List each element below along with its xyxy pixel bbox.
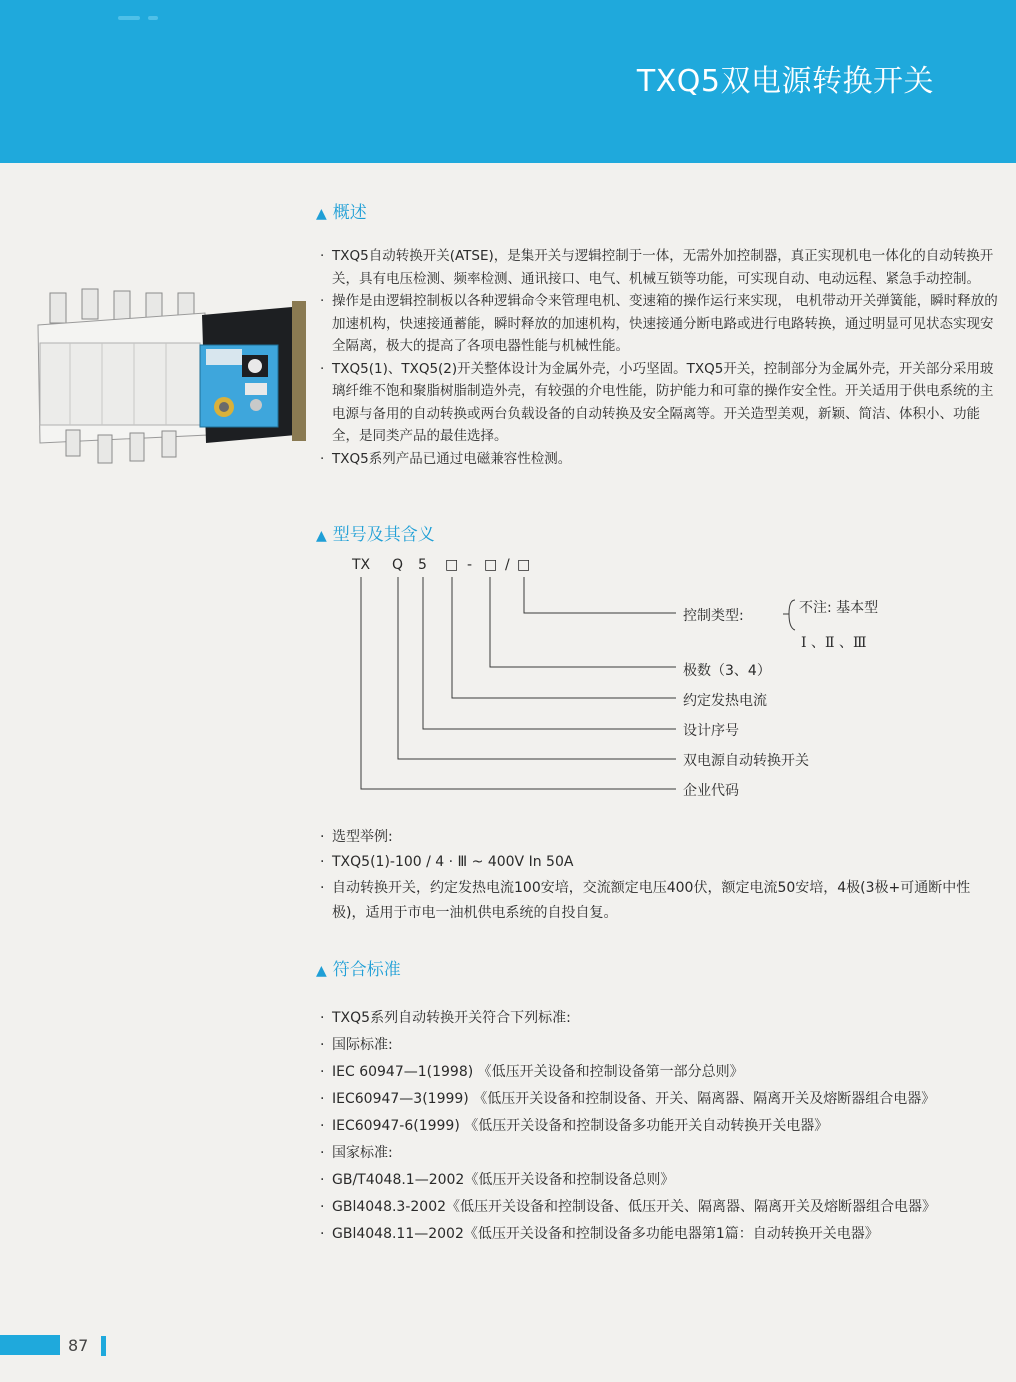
model-code-part: / <box>505 557 510 573</box>
triangle-icon: ▲ <box>316 528 327 544</box>
label-poles: 极数（3、4） <box>683 663 771 679</box>
standards-line: · IEC60947—3(1999) 《低压开关设备和控制设备、开关、隔离器、隔离开关及熔断器组合电器》 <box>318 1088 935 1110</box>
standards-line: · GBl4048.11—2002《低压开关设备和控制设备多功能电器第1篇：自动转换开关电器》 <box>318 1223 879 1245</box>
label-dual-power: 双电源自动转换开关 <box>683 753 809 769</box>
overview-item: · TXQ5(1)、TXQ5(2)开关整体设计为金属外壳，小巧坚固。TXQ5开关，控制部分为金属外壳，开关部分采用玻璃纤维不饱和聚脂树脂制造外壳，有较强的介电性能，防护能力和可靠的操作安全性。开关适用于供电系统的主电源与备用的自动转换或两台负载设备的自动转换及安全隔离等。开关造型美观，新颖、简洁、体积小、功能全，是同类产品的最佳选择。 <box>318 358 1002 448</box>
overview-item: · TXQ5系列产品已通过电磁兼容性检测。 <box>318 448 1002 471</box>
label-control-basic: 不注: 基本型 <box>799 600 879 616</box>
label-rated-current: 约定发热电流 <box>683 693 767 709</box>
triangle-icon: ▲ <box>316 206 327 222</box>
label-control-type: 控制类型: <box>683 608 744 624</box>
standards-line: · 国际标准: <box>318 1034 393 1056</box>
overview-item: · 操作是由逻辑控制板以各种逻辑命令来管理电机、变速箱的操作运行来实现， 电机带动开关弹簧能，瞬时释放的加速机构，快速接通蓄能，瞬时释放的加速机构，快速接通分断电路或进行电路转换，通过明显可见状态实现安全隔离，极大的提高了各项电器性能与机械性能。 <box>318 290 1002 358</box>
standards-line: · IEC 60947—1(1998) 《低压开关设备和控制设备第一部分总则》 <box>318 1061 744 1083</box>
model-code-part: Q <box>392 557 404 573</box>
model-code-part: TX <box>352 557 371 573</box>
page-title: TXQ5双电源转换开关 <box>636 64 934 99</box>
standards-heading: ▲ 符合标准 <box>316 960 401 980</box>
example-model: · TXQ5(1)-100 / 4 · Ⅲ ~ 400V In 50A <box>318 851 573 873</box>
overview-heading: ▲ 概述 <box>316 203 367 223</box>
standards-line: · TXQ5系列自动转换开关符合下列标准: <box>318 1007 571 1029</box>
page-number-marker <box>101 1336 106 1356</box>
page-number-bar <box>0 1335 60 1355</box>
model-code-part: □ <box>484 557 498 573</box>
model-code-part: - <box>467 557 473 573</box>
standards-line: · IEC60947-6(1999) 《低压开关设备和控制设备多功能开关自动转换开关电器》 <box>318 1115 828 1137</box>
page-number: 87 <box>68 1336 89 1355</box>
example-title: · 选型举例: <box>318 826 393 848</box>
model-code-part: □ <box>517 557 531 573</box>
label-company-code: 企业代码 <box>683 783 739 799</box>
label-control-roman: Ⅰ 、Ⅱ 、Ⅲ <box>801 635 867 651</box>
standards-line: · 国家标准: <box>318 1142 393 1164</box>
model-code-part: □ <box>445 557 459 573</box>
example-description: · 自动转换开关，约定发热电流100安培，交流额定电压400伏，额定电流50安培，4极(3极+可通断中性极)，适用于市电一油机供电系统的自投自复。 <box>318 876 1002 926</box>
standards-line: · GB/T4048.1—2002《低压开关设备和控制设备总则》 <box>318 1169 674 1191</box>
model-code-part: 5 <box>418 557 427 573</box>
triangle-icon: ▲ <box>316 963 327 979</box>
overview-item: · TXQ5自动转换开关(ATSE)，是集开关与逻辑控制于一体，无需外加控制器，真正实现机电一体化的自动转换开关，具有电压检测、频率检测、通讯接口、电气、机械互锁等功能，可实现自动、电动远程、紧急手动控制。 <box>318 245 1002 290</box>
standards-line: · GBl4048.3-2002《低压开关设备和控制设备、低压开关、隔离器、隔离开关及熔断器组合电器》 <box>318 1196 936 1218</box>
label-design-number: 设计序号 <box>683 723 739 739</box>
model-heading: ▲ 型号及其含义 <box>316 525 435 545</box>
